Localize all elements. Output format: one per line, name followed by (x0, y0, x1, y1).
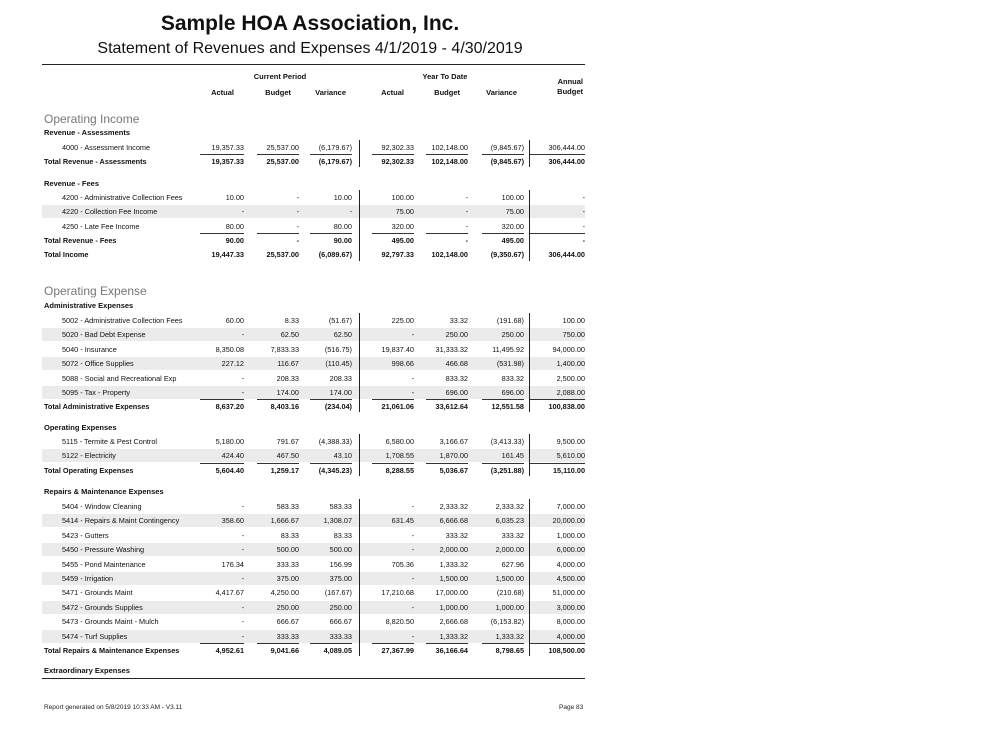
row-label: 4220 - Collection Fee Income (62, 207, 158, 217)
account-line (42, 435, 585, 448)
row-value: - (241, 330, 244, 340)
row-label: 5002 - Administrative Collection Fees (62, 316, 183, 325)
row-value: 8,288.55 (385, 465, 414, 475)
row-value: 1,000.00 (495, 602, 524, 612)
group-heading: Operating Expenses (44, 423, 117, 432)
row-value: - (411, 631, 414, 641)
row-value: 27,367.99 (381, 646, 414, 655)
row-value: - (411, 502, 414, 511)
row-value: 60.00 (225, 316, 244, 325)
row-value: 7,833.33 (270, 344, 299, 354)
row-label: 4000 - Assessment Income (62, 143, 151, 152)
group-heading: Extraordinary Expenses (44, 666, 130, 675)
row-value: - (465, 221, 468, 231)
row-value: (6,179.67) (318, 157, 352, 167)
row-label: 5474 - Turf Supplies (62, 631, 128, 641)
row-value: 94,000.00 (552, 344, 585, 354)
row-value: 100.00 (562, 316, 585, 325)
row-value: 12,551.58 (491, 402, 524, 412)
row-value: 495.00 (391, 236, 414, 246)
row-label: 5459 - Irrigation (62, 574, 114, 583)
row-value: 500.00 (329, 545, 352, 555)
row-value: 100.00 (391, 193, 414, 202)
row-value: 2,333.32 (439, 502, 468, 511)
row-value: - (241, 574, 244, 583)
current-period-header: Current Period (253, 72, 307, 81)
row-value: 4,000.00 (556, 631, 585, 641)
row-value: 333.32 (501, 530, 524, 540)
row-value: (6,089.67) (318, 250, 352, 259)
row-value: 833.32 (501, 373, 524, 383)
row-value: (6,153.82) (490, 617, 524, 627)
row-value: 306,444.00 (548, 157, 585, 167)
row-value: 3,000.00 (556, 602, 585, 612)
row-value: (531.98) (496, 359, 524, 369)
row-value: 225.00 (391, 316, 414, 325)
row-value: 306,444.00 (548, 250, 585, 259)
row-value: 174.00 (276, 388, 299, 397)
row-value: 1,400.00 (556, 359, 585, 369)
row-label: 5472 - Grounds Supplies (62, 602, 143, 612)
row-value: 358.60 (221, 516, 244, 526)
group-heading: Administrative Expenses (44, 301, 134, 310)
row-value: 1,000.00 (439, 602, 468, 612)
row-value: (4,388.33) (318, 437, 352, 446)
row-value: - (296, 236, 299, 246)
group-total-row (42, 155, 585, 168)
row-value: 31,333.32 (435, 344, 468, 354)
row-value: 4,417.67 (215, 588, 244, 598)
row-value: 466.68 (445, 359, 468, 369)
row-value: (4,345.23) (318, 465, 352, 475)
row-value: 227.12 (221, 359, 244, 369)
row-label: Total Revenue - Fees (44, 236, 117, 246)
row-value: 333.33 (329, 631, 352, 641)
row-label: 4200 - Administrative Collection Fees (62, 193, 183, 202)
row-value: 696.00 (501, 388, 524, 397)
row-value: 17,000.00 (435, 588, 468, 598)
row-label: 5404 - Window Cleaning (62, 502, 142, 511)
account-line (42, 529, 585, 542)
row-value: 108,500.00 (548, 646, 585, 655)
row-label: 5095 - Tax - Property (62, 388, 131, 397)
row-value: 25,537.00 (266, 250, 299, 259)
row-value: 333.33 (276, 631, 299, 641)
col-header-current-budget: Budget (265, 88, 291, 97)
account-line (42, 601, 585, 614)
row-value: (191.68) (496, 316, 524, 325)
group-heading: Revenue - Fees (44, 179, 100, 188)
row-value: - (241, 545, 244, 555)
row-value: - (241, 388, 244, 397)
row-value: 1,333.32 (439, 631, 468, 641)
row-value: 2,333.32 (495, 502, 524, 511)
row-value: - (465, 193, 468, 202)
row-value: 8,350.08 (215, 344, 244, 354)
row-label: 5473 - Grounds Maint - Mulch (62, 617, 159, 627)
row-value: - (296, 193, 299, 202)
account-line (42, 386, 585, 399)
row-value: 250.00 (276, 602, 299, 612)
row-label: Total Operating Expenses (44, 465, 134, 475)
row-value: 1,666.67 (270, 516, 299, 526)
row-value: - (349, 207, 352, 217)
column-divider (359, 246, 360, 261)
section-title: Operating Income (44, 112, 140, 126)
row-label: 5072 - Office Supplies (62, 359, 134, 369)
row-value: 25,537.00 (266, 143, 299, 152)
row-value: - (296, 207, 299, 217)
row-value: (51.67) (328, 316, 352, 325)
row-value: 2,666.68 (439, 617, 468, 627)
column-divider (359, 499, 360, 656)
row-value: 467.50 (276, 451, 299, 461)
row-label: 5122 - Electricity (62, 451, 116, 461)
col-header-ytd-actual: Actual (381, 88, 404, 97)
row-value: 36,166.64 (435, 646, 468, 655)
row-value: 4,952.61 (215, 646, 244, 655)
row-value: - (411, 602, 414, 612)
row-value: 9,500.00 (556, 437, 585, 446)
row-value: 2,000.00 (439, 545, 468, 555)
row-value: 8,820.50 (385, 617, 414, 627)
row-value: 705.36 (391, 559, 414, 569)
year-to-date-header: Year To Date (422, 72, 468, 81)
row-value: 90.00 (225, 236, 244, 246)
row-value: - (411, 388, 414, 397)
row-value: 83.33 (333, 530, 352, 540)
account-line (42, 314, 585, 327)
row-value: - (241, 631, 244, 641)
row-value: 5,604.40 (215, 465, 244, 475)
row-label: Total Administrative Expenses (44, 402, 150, 412)
row-value: - (241, 602, 244, 612)
column-divider (359, 313, 360, 412)
row-value: 1,000.00 (556, 530, 585, 540)
account-line (42, 615, 585, 628)
row-value: 19,837.40 (381, 344, 414, 354)
row-value: (210.68) (496, 588, 524, 598)
row-value: - (241, 373, 244, 383)
row-value: 998.66 (391, 359, 414, 369)
row-value: - (465, 207, 468, 217)
account-line (42, 543, 585, 556)
bottom-rule (42, 678, 585, 679)
row-value: 19,357.33 (211, 157, 244, 167)
row-label: 4250 - Late Fee Income (62, 221, 140, 231)
row-value: 1,708.55 (385, 451, 414, 461)
row-value: (516.75) (324, 344, 352, 354)
row-value: 333.32 (445, 530, 468, 540)
row-value: (3,251.88) (490, 465, 524, 475)
group-total-row (42, 464, 585, 477)
group-total-row (42, 400, 585, 413)
row-value: 75.00 (395, 207, 414, 217)
row-value: 8,403.16 (270, 402, 299, 412)
account-line (42, 372, 585, 385)
row-value: 100.00 (501, 193, 524, 202)
account-line (42, 558, 585, 571)
group-total-row (42, 644, 585, 657)
row-value: 20,000.00 (552, 516, 585, 526)
row-value: - (411, 373, 414, 383)
row-value: (6,179.67) (318, 143, 352, 152)
row-value: 495.00 (501, 236, 524, 246)
row-value: 6,666.68 (439, 516, 468, 526)
row-value: 8,798.65 (495, 646, 524, 655)
row-value: 750.00 (562, 330, 585, 340)
column-divider (529, 499, 530, 656)
row-value: (3,413.33) (490, 437, 524, 446)
row-value: 320.00 (501, 221, 524, 231)
row-value: 100,838.00 (548, 402, 585, 412)
row-value: - (241, 502, 244, 511)
row-value: 3,166.67 (439, 437, 468, 446)
account-line (42, 500, 585, 513)
col-header-current-variance: Variance (315, 88, 346, 97)
row-value: 8,000.00 (556, 617, 585, 627)
row-value: 83.33 (280, 530, 299, 540)
row-value: 5,180.00 (215, 437, 244, 446)
col-header-annual-budget: Annual Budget (557, 77, 583, 96)
column-divider (529, 313, 530, 412)
row-value: 208.33 (276, 373, 299, 383)
row-value: 19,447.33 (211, 250, 244, 259)
row-value: 176.34 (221, 559, 244, 569)
report-subtitle: Statement of Revenues and Expenses 4/1/2019 - 4/30/2019 (97, 40, 523, 57)
row-value: 62.50 (333, 330, 352, 340)
row-value: 62.50 (280, 330, 299, 340)
account-line (42, 357, 585, 370)
row-value: 2,500.00 (556, 373, 585, 383)
row-value: 1,500.00 (495, 574, 524, 583)
row-value: 19,357.33 (211, 143, 244, 152)
row-value: 92,302.33 (381, 157, 414, 167)
row-value: - (411, 545, 414, 555)
row-value: 1,333.32 (495, 631, 524, 641)
row-value: 250.00 (329, 602, 352, 612)
account-line (42, 343, 585, 356)
row-value: 4,089.05 (323, 646, 352, 655)
row-value: (9,350.67) (490, 250, 524, 259)
row-label: 5088 - Social and Recreational Exp (62, 373, 177, 383)
row-value: - (296, 221, 299, 231)
row-value: 1,308.07 (323, 516, 352, 526)
row-value: 33.32 (449, 316, 468, 325)
row-value: 92,797.33 (381, 250, 414, 259)
row-value: 583.33 (276, 502, 299, 511)
account-line (42, 141, 585, 154)
row-value: 375.00 (329, 574, 352, 583)
row-value: 4,500.00 (556, 574, 585, 583)
row-value: 696.00 (445, 388, 468, 397)
grand-total-row (42, 248, 585, 261)
group-heading: Repairs & Maintenance Expenses (44, 487, 164, 496)
row-label: 5040 - Insurance (62, 344, 117, 354)
row-value: 33,612.64 (435, 402, 468, 412)
row-value: 8,637.20 (215, 402, 244, 412)
row-value: 161.45 (501, 451, 524, 461)
row-value: - (411, 330, 414, 340)
row-value: 2,088.00 (556, 388, 585, 397)
row-value: - (241, 207, 244, 217)
row-value: 6,035.23 (495, 516, 524, 526)
row-value: 8.33 (284, 316, 299, 325)
account-line (42, 205, 585, 218)
row-value: 333.33 (276, 559, 299, 569)
row-value: - (411, 530, 414, 540)
row-value: - (241, 617, 244, 627)
row-value: 631.45 (391, 516, 414, 526)
row-value: - (582, 207, 585, 217)
row-value: 6,000.00 (556, 545, 585, 555)
row-value: 306,444.00 (548, 143, 585, 152)
row-label: 5115 - Termite & Pest Control (62, 437, 158, 446)
row-label: 5450 - Pressure Washing (62, 545, 145, 555)
row-value: 320.00 (391, 221, 414, 231)
account-line (42, 514, 585, 527)
row-value: (167.67) (324, 588, 352, 598)
row-label: 5020 - Bad Debt Expense (62, 330, 146, 340)
row-value: 2,000.00 (495, 545, 524, 555)
row-value: 9,041.66 (270, 646, 299, 655)
row-value: 17,210.68 (381, 588, 414, 598)
page-number: Page 83 (559, 704, 584, 711)
col-header-current-actual: Actual (211, 88, 234, 97)
row-value: 6,580.00 (385, 437, 414, 446)
row-value: 666.67 (276, 617, 299, 627)
group-total-row (42, 234, 585, 247)
row-value: 791.67 (276, 437, 299, 446)
row-value: 10.00 (333, 193, 352, 202)
col-header-ytd-variance: Variance (486, 88, 517, 97)
row-value: (110.45) (325, 359, 352, 369)
row-value: (9,845.67) (490, 157, 524, 167)
row-value: 116.67 (277, 359, 299, 369)
row-label: Total Repairs & Maintenance Expenses (44, 646, 180, 655)
row-value: 500.00 (276, 545, 299, 555)
report-generated-note: Report generated on 5/8/2019 10:33 AM - V3.11 (44, 704, 183, 711)
row-value: (234.04) (324, 402, 352, 412)
account-line (42, 220, 585, 233)
column-divider (529, 246, 530, 261)
row-value: 80.00 (225, 221, 244, 231)
row-value: 92,302.33 (381, 143, 414, 152)
row-value: 7,000.00 (556, 502, 585, 511)
row-value: 10.00 (225, 193, 244, 202)
row-value: 102,148.00 (431, 143, 468, 152)
row-value: - (411, 574, 414, 583)
row-label: 5414 - Repairs & Maint Contingency (62, 516, 180, 526)
row-value: 102,148.00 (431, 250, 468, 259)
row-value: 80.00 (333, 221, 352, 231)
row-value: 174.00 (329, 388, 352, 397)
account-line (42, 630, 585, 643)
row-value: 1,333.32 (439, 559, 468, 569)
row-value: 5,610.00 (556, 451, 585, 461)
row-value: 250.00 (445, 330, 468, 340)
account-line (42, 586, 585, 599)
row-label: 5423 - Gutters (62, 530, 109, 540)
report-title: Sample HOA Association, Inc. (160, 12, 460, 35)
row-value: 4,000.00 (556, 559, 585, 569)
row-value: 5,036.67 (439, 465, 468, 475)
row-value: 666.67 (329, 617, 352, 627)
row-value: 4,250.00 (270, 588, 299, 598)
row-label: Total Income (44, 250, 89, 259)
row-value: - (465, 236, 468, 246)
section-title: Operating Expense (44, 284, 147, 298)
row-value: 51,000.00 (552, 588, 585, 598)
row-label: 5471 - Grounds Maint (62, 588, 133, 598)
row-label: 5455 - Pond Maintenance (62, 559, 146, 569)
row-value: 90.00 (333, 236, 352, 246)
row-value: 833.32 (445, 373, 468, 383)
row-value: 11,495.92 (492, 344, 524, 354)
row-value: 583.33 (329, 502, 352, 511)
row-value: - (582, 221, 585, 231)
row-value: 424.40 (221, 451, 244, 461)
row-value: 208.33 (329, 373, 352, 383)
row-value: 21,061.06 (381, 402, 414, 412)
row-value: 75.00 (505, 207, 524, 217)
account-line (42, 328, 585, 341)
row-value: - (582, 193, 585, 202)
row-label: Total Revenue - Assessments (44, 157, 147, 167)
account-line (42, 191, 585, 204)
row-value: - (582, 236, 585, 246)
row-value: 627.96 (501, 559, 524, 569)
row-value: 250.00 (501, 330, 524, 340)
account-line (42, 572, 585, 585)
row-value: 1,500.00 (439, 574, 468, 583)
row-value: 375.00 (276, 574, 299, 583)
row-value: 25,537.00 (266, 157, 299, 167)
row-value: 15,110.00 (552, 465, 585, 475)
group-heading: Revenue - Assessments (44, 128, 131, 137)
account-line (42, 449, 585, 462)
row-value: 102,148.00 (431, 157, 468, 167)
row-value: 1,870.00 (439, 451, 468, 461)
row-value: 43.10 (333, 451, 352, 461)
row-value: - (241, 530, 244, 540)
col-header-ytd-budget: Budget (434, 88, 460, 97)
row-value: 156.99 (329, 559, 352, 569)
row-value: 1,259.17 (270, 465, 299, 475)
row-value: (9,845.67) (490, 143, 524, 152)
